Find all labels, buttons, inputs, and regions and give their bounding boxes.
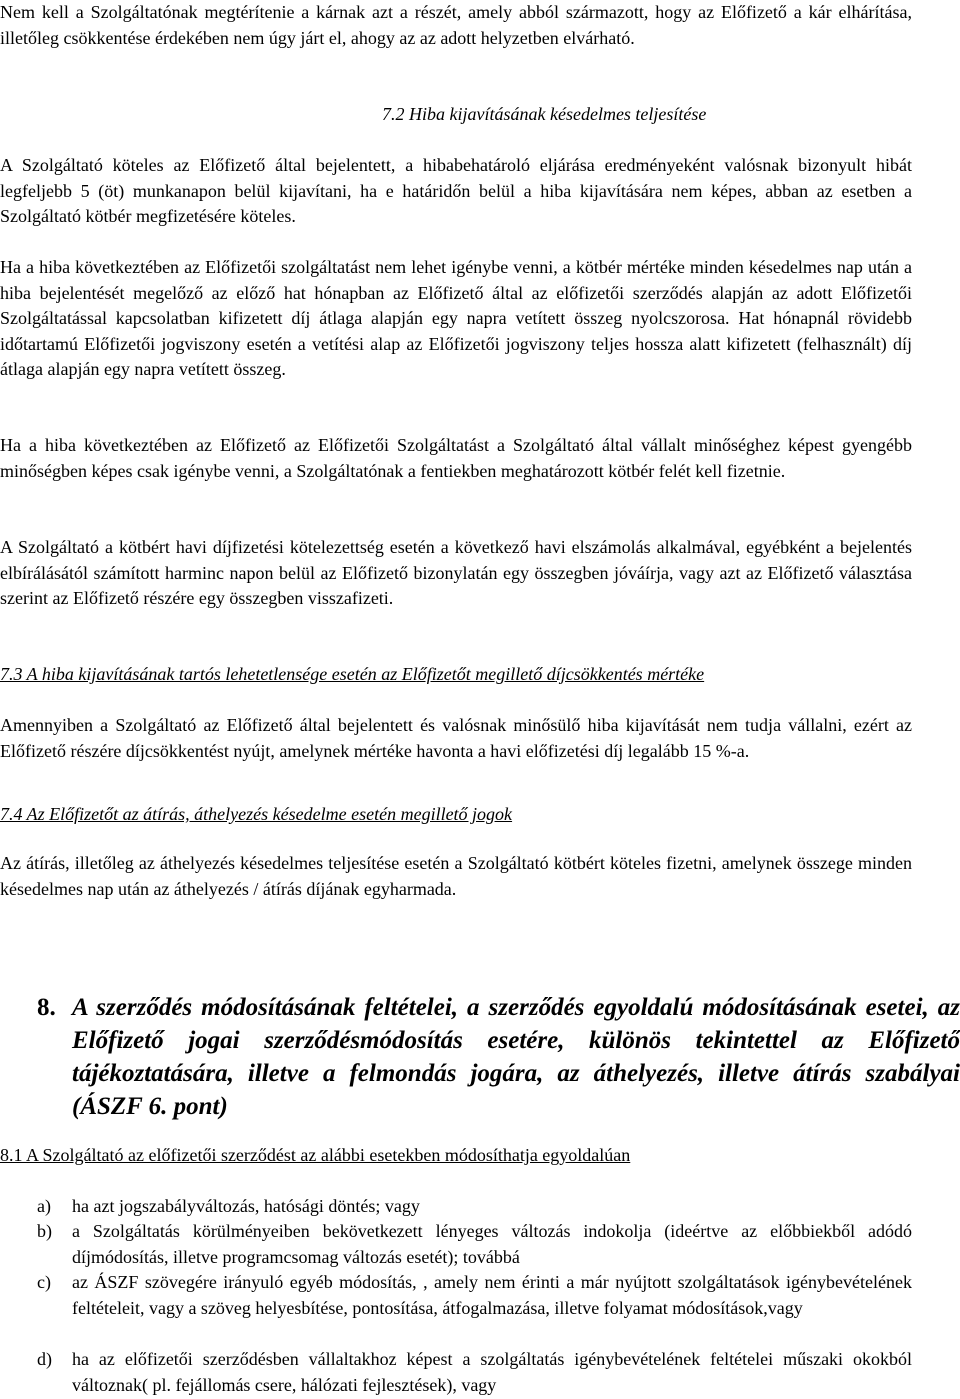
heading-7-2 <box>0 102 912 128</box>
heading-7-2-text: 7.2 Hiba kijavításának késedelmes teljesítése <box>382 104 707 124</box>
paragraph-7-2-4: A Szolgáltató a kötbért havi díjfizetési kötelezettség esetén a következő havi elszámolás alkalmával, egyébként a bejelentés elbírálásától számított harminc napon belül az Előfizető bizonylatán egy összegben jóváírja, vagy azt az Előfizető választása szerint az Előfizető részére egy összegben visszafizeti. <box>0 537 912 609</box>
list-item-label: c) <box>37 1272 51 1292</box>
list-item-text: ha azt jogszabályváltozás, hatósági döntés; vagy <box>72 1196 420 1216</box>
heading-8-1: 8.1 A Szolgáltató az előfizetői szerződést az alábbi esetekben módosíthatja egyoldalúan <box>0 1145 631 1165</box>
heading-7-3: 7.3 A hiba kijavításának tartós lehetetlensége esetén az Előfizetőt megillető díjcsökkentés mértéke <box>0 664 705 684</box>
heading-8-number: 8. <box>37 994 56 1021</box>
list-item-label: b) <box>37 1221 52 1241</box>
list-item-text: a Szolgáltatás körülményeiben bekövetkezett lényeges változás indokolja (ideértve az előbbiekből adódó díjmódosítás, illetve programcsomag változás esetét); továbbá <box>72 1221 912 1267</box>
list-item-text: ha az előfizetői szerződésben vállaltakhoz képest a szolgáltatás igénybevételének feltételei műszaki okokból változnak( pl. fejállomás csere, hálózati fejlesztések), vagy <box>72 1349 912 1395</box>
paragraph-kar-megterites: Nem kell a Szolgáltatónak megtérítenie a kárnak azt a részét, amely abból származott, hogy az Előfizető a kár elhárítása, illetőleg csökkentése érdekében nem úgy járt el, ahogy az az adott helyzetben elvárható. <box>0 2 912 48</box>
paragraph-7-2-2: Ha a hiba következtében az Előfizetői szolgáltatást nem lehet igénybe venni, a kötbér mértéke minden késedelmes nap után a hiba bejelentését megelőző az előző hat hónapban az Előfizető által az előfizetői szerződés alapján az adott Előfizetői Szolgáltatással kapcsolatban kifizetett díj átlaga alapján egy napra vetített összeg nyolcszorosa. Hat hónapnál rövidebb időtartamú Előfizetői jogviszony esetén a vetítési alap az Előfizetői jogviszony teljes hossza alatt kifizetett (felhasznált) díj átlaga alapján egy napra vetített összeg. <box>0 257 912 380</box>
heading-8-title: A szerződés módosításának feltételei, a szerződés egyoldalú módosításának esetei, az Előfizető jogai szerződésmódosítás esetére, különös tekintettel az Előfizető tájékoztatására, illetve a felmondás jogára, az áthelyezés, illetve átírás szabályai (ÁSZF 6. pont) <box>72 994 960 1120</box>
list-item-label: d) <box>37 1349 52 1369</box>
paragraph-7-3-1: Amennyiben a Szolgáltató az Előfizető által bejelentett és valósnak minősülő hiba kijavítását nem tudja vállalni, ezért az Előfizető részére díjcsökkentést nyújt, amelynek mértéke havonta a havi előfizetési díj legalább 15 %-a. <box>0 715 912 761</box>
list-item-text: az ÁSZF szövegére irányuló egyéb módosítás, , amely nem érinti a már nyújtott szolgáltatások igénybevételének feltételeit, vagy a szöveg helyesbítése, pontosítása, átfogalmazása, illetve folyamat módosítások,vagy <box>72 1272 912 1318</box>
list-item-label: a) <box>37 1196 51 1216</box>
paragraph-7-4-1: Az átírás, illetőleg az áthelyezés késedelmes teljesítése esetén a Szolgáltató kötbért köteles fizetni, amelynek összege minden késedelmes nap után az áthelyezés / átírás díjának egyharmada. <box>0 853 912 899</box>
heading-7-4: 7.4 Az Előfizetőt az átírás, áthelyezés késedelme esetén megillető jogok <box>0 804 513 824</box>
paragraph-7-2-3: Ha a hiba következtében az Előfizető az Előfizetői Szolgáltatást a Szolgáltató által vállalt minőséghez képest gyengébb minőségben képes csak igénybe venni, a Szolgáltatónak a fentiekben meghatározott kötbér felét kell fizetnie. <box>0 435 912 481</box>
paragraph-7-2-1: A Szolgáltató köteles az Előfizető által bejelentett, a hibabehatároló eljárása eredményeként valósnak bizonyult hibát legfeljebb 5 (öt) munkanapon belül kijavítani, ha e határidőn belül a hiba kijavítására nem képes, abban az esetben a Szolgáltató kötbér megfizetésére köteles. <box>0 155 912 227</box>
